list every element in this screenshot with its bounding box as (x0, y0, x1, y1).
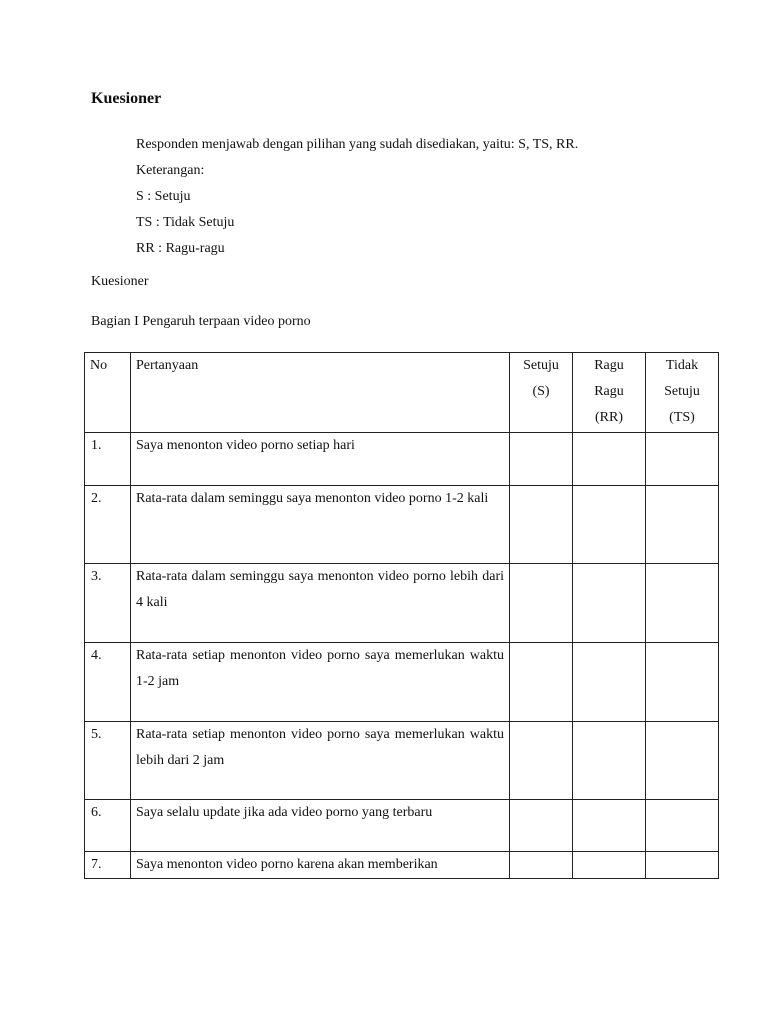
legend-heading: Keterangan: (136, 163, 205, 178)
legend-item-s: S : Setuju (136, 189, 191, 204)
row-number: 1. (85, 433, 131, 486)
header-question: Pertanyaan (131, 353, 510, 433)
section-title: Bagian I Pengaruh terpaan video porno (91, 314, 311, 329)
answer-cell-ragu[interactable] (573, 564, 646, 643)
answer-cell-setuju[interactable] (510, 800, 573, 852)
header-setuju (510, 353, 573, 433)
answer-cell-setuju[interactable] (510, 433, 573, 486)
answer-cell-ragu[interactable] (573, 433, 646, 486)
header-ragu-line: Ragu (594, 358, 624, 373)
answer-cell-setuju[interactable] (510, 643, 573, 722)
answer-cell-ragu[interactable] (573, 486, 646, 564)
row-number: 5. (85, 722, 131, 800)
answer-cell-tidak-setuju[interactable] (646, 722, 719, 800)
answer-cell-ragu[interactable] (573, 722, 646, 800)
instructions (136, 132, 578, 262)
legend-item-rr: RR : Ragu-ragu (136, 241, 225, 256)
header-tidak-setuju-line: Setuju (664, 384, 700, 399)
question-text: Rata-rata setiap menonton video porno saya memerlukan waktu lebih dari 2 jam (131, 722, 510, 800)
header-ragu-line: Ragu (594, 384, 624, 399)
row-number: 3. (85, 564, 131, 643)
table-row (85, 433, 719, 486)
answer-cell-tidak-setuju[interactable] (646, 564, 719, 643)
answer-cell-ragu[interactable] (573, 643, 646, 722)
answer-cell-tidak-setuju[interactable] (646, 433, 719, 486)
header-ragu (573, 353, 646, 433)
instruction-text: Responden menjawab dengan pilihan yang sudah disediakan, yaitu: S, TS, RR. (136, 137, 579, 152)
table-row (85, 486, 719, 564)
row-number: 7. (85, 852, 131, 879)
questionnaire-table (84, 352, 719, 879)
answer-cell-tidak-setuju[interactable] (646, 852, 719, 879)
answer-cell-ragu[interactable] (573, 800, 646, 852)
answer-cell-setuju[interactable] (510, 722, 573, 800)
legend-item-ts: TS : Tidak Setuju (136, 215, 235, 230)
answer-cell-setuju[interactable] (510, 852, 573, 879)
header-tidak-setuju-code: (TS) (669, 410, 695, 425)
table-row (85, 564, 719, 643)
answer-cell-ragu[interactable] (573, 852, 646, 879)
row-number: 6. (85, 800, 131, 852)
table-row (85, 800, 719, 852)
row-number: 2. (85, 486, 131, 564)
question-text: Rata-rata setiap menonton video porno saya memerlukan waktu 1-2 jam (131, 643, 510, 722)
table-row (85, 643, 719, 722)
header-setuju-line: Setuju (523, 358, 559, 373)
answer-cell-tidak-setuju[interactable] (646, 643, 719, 722)
header-no: No (85, 353, 131, 433)
question-text: Saya menonton video porno setiap hari (131, 433, 510, 486)
question-text: Rata-rata dalam seminggu saya menonton video porno 1-2 kali (131, 486, 510, 564)
question-text: Saya menonton video porno karena akan memberikan (131, 852, 510, 879)
header-tidak-setuju (646, 353, 719, 433)
header-tidak-setuju-line: Tidak (665, 358, 699, 373)
answer-cell-tidak-setuju[interactable] (646, 486, 719, 564)
table-row (85, 722, 719, 800)
header-setuju-code: (S) (532, 384, 550, 399)
section-label: Kuesioner (91, 274, 149, 289)
answer-cell-tidak-setuju[interactable] (646, 800, 719, 852)
page-title: Kuesioner (91, 90, 162, 107)
header-ragu-code: (RR) (595, 410, 623, 425)
row-number: 4. (85, 643, 131, 722)
question-text: Saya selalu update jika ada video porno yang terbaru (131, 800, 510, 852)
answer-cell-setuju[interactable] (510, 486, 573, 564)
question-text: Rata-rata dalam seminggu saya menonton video porno lebih dari 4 kali (131, 564, 510, 643)
table-header-row (85, 353, 719, 433)
answer-cell-setuju[interactable] (510, 564, 573, 643)
table-row (85, 852, 719, 879)
